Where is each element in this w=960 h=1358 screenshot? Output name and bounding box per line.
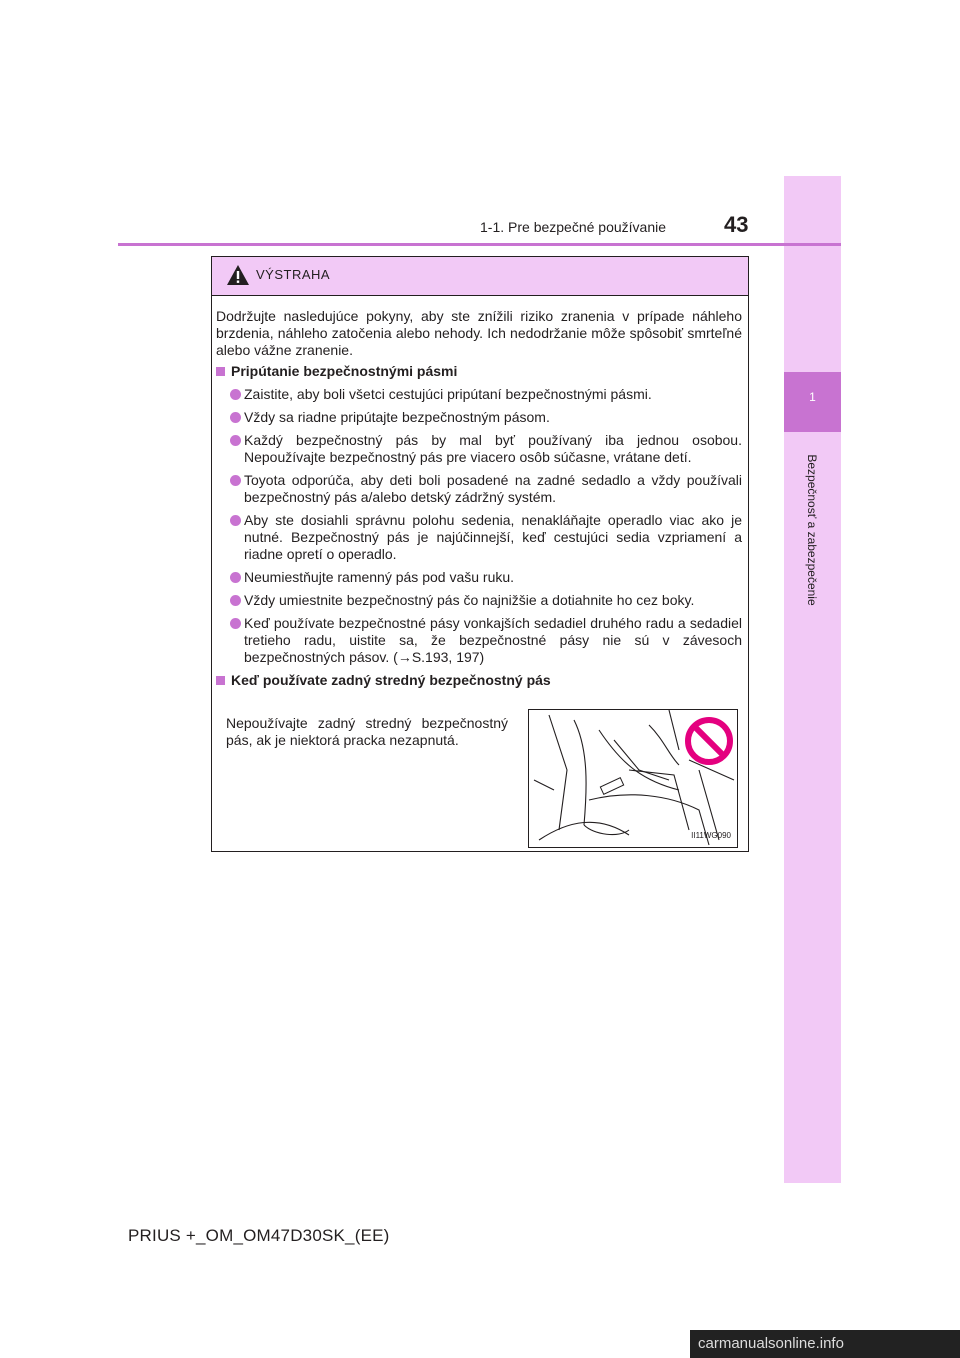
list-item (216, 432, 742, 466)
subheading (216, 363, 742, 380)
figure-caption-text: Nepoužívajte zadný stredný bezpečnostný pás, ak je niektorá pracka nezapnutá. (226, 715, 508, 748)
list-item (216, 592, 742, 609)
list-item-text: Zaistite, aby boli všetci cestujúci pripútaní bezpečnostnými pásmi. (244, 386, 652, 402)
list-item-text: Vždy sa riadne pripútajte bezpečnostným pásom. (244, 409, 550, 425)
list-item (216, 615, 742, 666)
warning-header (212, 257, 748, 296)
section-title: 1-1. Pre bezpečné používanie (480, 219, 667, 235)
bullet-icon (230, 618, 241, 629)
warning-body (212, 295, 748, 859)
warning-intro: Dodržujte nasledujúce pokyny, aby ste znížili riziko zranenia v prípade náhleho brzdenia, náhleho zatočenia alebo nehody. Ich nedodržanie môže spôsobiť smrteľné alebo vážne zranenie. (216, 308, 742, 358)
watermark: carmanualsonline.info (690, 1330, 960, 1358)
list-item-text: Vždy umiestnite bezpečnostný pás čo najnižšie a dotiahnite ho cez boky. (244, 592, 695, 608)
list-item-text: Každý bezpečnostný pás by mal byť používaný iba jednou osobou. Nepoužívajte bezpečnostný pás pre viacero osôb súčasne, vrátane detí. (244, 432, 742, 465)
list-item (216, 472, 742, 506)
list-item-text: Aby ste dosiahli správnu polohu sedenia, nenakláňajte operadlo viac ako je nutné. Bezpečnostný pás je najúčinnejší, keď cestujúci sedia vzpriamení a riadne opretí o operadlo. (244, 512, 742, 562)
warning-title: VÝSTRAHA (256, 267, 331, 282)
subheading-text: Keď používate zadný stredný bezpečnostný pás (231, 672, 551, 688)
footer-doc-id: PRIUS +_OM_OM47D30SK_(EE) (128, 1226, 390, 1245)
seatbelt-illustration (528, 709, 738, 848)
list-item-text: Toyota odporúča, aby deti boli posadené na zadné sedadlo a vždy používali bezpečnostný pás a/alebo detský zádržný systém. (244, 472, 742, 505)
bullet-icon (230, 515, 241, 526)
prohibition-icon (684, 716, 734, 766)
bullet-icon (230, 572, 241, 583)
warning-triangle-icon (226, 264, 250, 286)
side-tab-number: 1 (809, 390, 816, 404)
list-item-text: Neumiestňujte ramenný pás pod vašu ruku. (244, 569, 515, 585)
bullet-icon (230, 435, 241, 446)
subheading (216, 672, 742, 689)
side-tab-title: Bezpečnosť a zabezpečenie (805, 454, 819, 606)
bullet-icon (230, 475, 241, 486)
warning-box (211, 256, 749, 852)
bullet-icon (230, 412, 241, 423)
bullet-icon (230, 389, 241, 400)
list-item (216, 569, 742, 586)
list-item (216, 386, 742, 403)
square-bullet-icon (216, 367, 225, 376)
bullet-icon (230, 595, 241, 606)
header-rule (118, 243, 841, 246)
list-item (216, 409, 742, 426)
square-bullet-icon (216, 676, 225, 685)
figure-row (216, 689, 742, 859)
figure-code: II11WG090 (691, 831, 731, 840)
list-item (216, 512, 742, 563)
list-item-text: Keď používate bezpečnostné pásy vonkajších sedadiel druhého radu a sedadiel tretieho radu, uistite sa, že bezpečnostné pásy nie sú v závesoch bezpečnostných pásov. (→S.193, 197) (244, 615, 742, 665)
subheading-text: Pripútanie bezpečnostnými pásmi (231, 363, 458, 379)
page-number: 43 (724, 212, 749, 237)
